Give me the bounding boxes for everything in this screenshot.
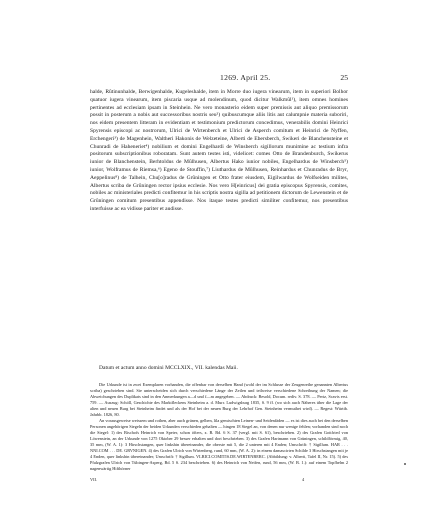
volume-number: VII. bbox=[90, 477, 98, 482]
header-date: 1269. April 25. bbox=[220, 73, 271, 82]
notes-paragraph-description: Die Urkunde ist in zwei Exemplaren vorhanden, die offenbar von derselben Hand (wohl der im Schlusse der Zeugenreihe genannten Albertus scriba) geschrieben sind. Sie unterscheiden sich durch verschiedene Länge der Zeilen und teilweise verschiedene Schreibung der Namen; die Abweichungen des Duplikats sind in den Anmerkungen a—d und f—m angegeben. — Abdruck: Besold, Docum. rediv. S. 378. — Pertz, Scavis erst. 759. — Auszug: Schöll, Geschichte des Marktfleckens Steinheim a. d. Murr. Ludwigsburg 1835, S. 9 ff. (wo sich auch Näheres über die Lage der alten und neuen Burg bei Steinheim findet und als der Hof bei der neuen Burg der Lehrhof Gen. Steinheim vermuthet wird). — Regest: Württb. Jahrbb. 1826, 80. bbox=[90, 382, 348, 417]
dating-clause: Datum et actum anno domini MCCLXIX., VII. kalendas Maii. bbox=[99, 365, 238, 371]
page-number: 25 bbox=[340, 73, 348, 82]
running-header bbox=[90, 73, 348, 85]
notes-paragraph-seals: An vorausgeweise weissem und rothen, aber auch grünen, gelben, lila gemischten Leinen- und Seidenfäden — es ist dies auch bei den derselben Personen angehörigen Siegeln der beiden Urkunden verschieden gehalten — hingen 18 Siegel an, von denen nur wenige fehlen; vorhanden sind noch die Siegel: 1) des Bischofs Heinrich von Speier, schon öfters, z. B. Bd. 6 S. 37 (vergl. mit S. 61), beschrieben. 2) des Grafen Gottfried von Löwenstein, an der Urkunde von 1275 Oktober 29 besser erhalten und dort beschrieben. 3) des Grafen Hartmann von Grüningen, schildförmig, 40, 35 mm, (W. A. 1): 3 Hirschstangen, quer linkshin übereinander, die oberste mit 5, die 2 unteren mit 4 Enden; Umschrift: † Sigillum. HAR . . . NNI.COM . . . DE. GRVNIGEN. 4) des Grafen Ulrich von Wirtenberg, rund, 60 mm, (W. A. 2): in einem damascirten Schilde 3 Hirschstangen mit je 4 Enden, quer linkshin übereinander; Umschrift: † Sigillum. VLRICI.COMITIS.DE.WIRTENBERC. (Abbildung: v. Alberti, Tafel II, Nr. 15). 5) des Pfalzgrafen Ulrich von Tübingen-Asperg, Bd. 5 S. 234 beschrieben. 6) des Heinrich von Neifen, rund, 56 mm, (W. B. 1.): auf einem Topfhelm 2 nagenwärtig Hifthörner bbox=[90, 418, 348, 471]
signature-mark: 4 bbox=[302, 477, 305, 482]
charter-paragraph: halde, Rûtinunhalde, Berwigenhalde, Kugeleshalde, item in Morre duo iugera vinearum, item in superiori Bolhor quatuor iugera vinearum, item piscaria usque ad molendinum, quod dicitur Walkmûl¹), item omnes homines pertinentes ad ecclesiam ipsam in Steinhein. Ne vero monasterio eidem super premissis aut aliquo premissorum possit in posterum a nobis aut successoribus nostris seu²) quibuscumque aliis litis aut calumpnie materia suboriri, nos eidem presentem litteram in evidentiam et testimonium predictorum concedimus, venerabilis domini Heinrici Spyrensis episcopi ac nostrorum, Ulrici de Wirtenberch et Ulrici de Asperch comitum et Heinrici de Nyffen, Erchengeri³) de Magenhein, Waltheri Hakonis de Welzeteine, Alberti de Ebersberch, Swikeri de Blanchensteine et Chunradi de Haheneriet⁴) nobilium et domini Engelhardi de Winsberch sigillorum munimine ac testium infra positorum subscriptionibus roboratam. Sunt autem testes isti, videlicet: comes Otto de Brandenburch, Swikerus iunior de Blanchenstein, Berhtoldus de Mûlhusen, Albertus Hako iunior nobiles, Engelhardus de Winsberch⁵) iunior, Wolframus de Riemsa,⁶) Egeno de Stouffin,⁷) Liuthardus de Mûlhusen, Reinhardus et Chunradus de Bryr, Aeppelinus⁸) de Talhein, Chu[o]radus de Grûningen et Otto frater eiusdem, Eigilwardus de Wolfseiden milites, Albertus scriba de Grûningen rector ipsius ecclesie. Nos vero H[einricus] dei gratia episcopus Spyrensis, comites, nobiles ac ministeriales predicti confitemur in his scriptis nostra sigilla ad petitionem dictorum de Lewenstein et de Grûningen comitum presentibus appendisse. Nos itaque testes predicti similiter confitemur, nos presentibus interfuisse ac ea vidisse pariter et audisse. bbox=[90, 89, 348, 212]
page-footer bbox=[90, 477, 348, 487]
editorial-notes bbox=[90, 382, 348, 472]
charter-text bbox=[90, 89, 348, 214]
paper-speck bbox=[404, 463, 406, 465]
